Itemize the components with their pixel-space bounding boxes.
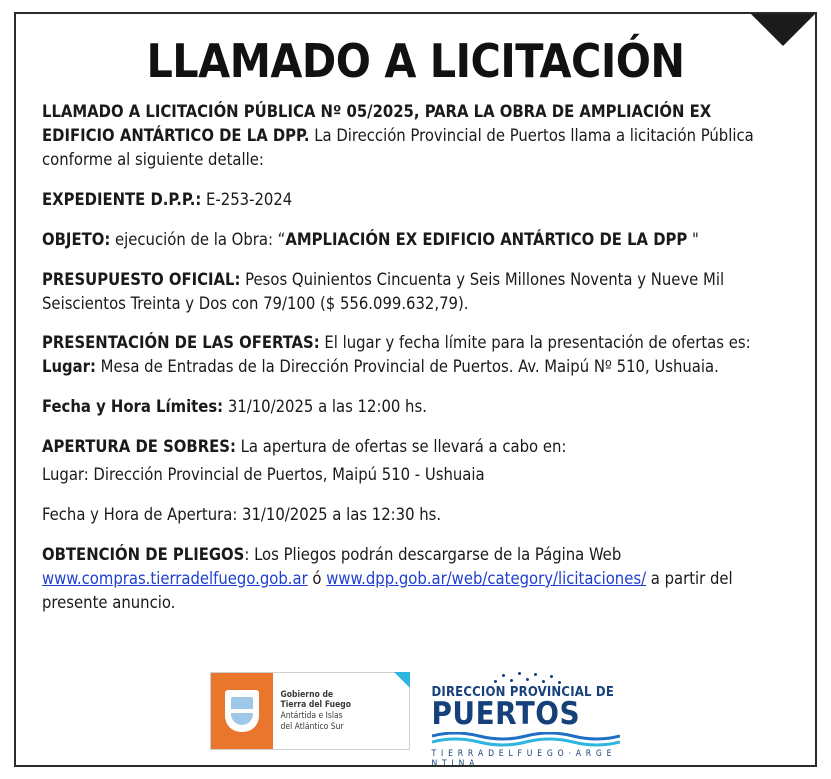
pliegos-link-compras[interactable]: www.compras.tierradelfuego.gob.ar [42,568,308,588]
gob-logo-line4: del Atlántico Sur [280,721,344,732]
field-objeto [42,228,789,252]
footer-logos [16,663,815,767]
gob-logo-line1: Gobierno de [280,689,334,700]
dpp-waves-icon [432,732,622,748]
field-presupuesto-label: PRESUPUESTO OFICIAL: [42,269,241,289]
pliegos-link-dpp[interactable]: www.dpp.gob.ar/web/category/licitaciones/ [326,568,647,588]
document-body [42,100,789,615]
field-expediente [42,188,789,212]
coat-of-arms-icon [211,673,273,749]
pliegos-paragraph [42,543,789,615]
field-objeto-label: OBJETO: [42,229,111,249]
field-presupuesto [42,268,789,316]
field-expediente-label: EXPEDIENTE D.P.P.: [42,189,202,209]
gob-logo-line2: Tierra del Fuego [280,700,351,711]
dpp-logo-line2: PUERTOS [431,696,581,732]
gobierno-tdf-logo [210,672,410,750]
field-expediente-value: E-253-2024 [201,189,293,209]
intro-rest: La Dirección Provincial de Puertos llama a licitación Pública conforme al siguiente detalle: [42,125,754,169]
dpp-logo [431,668,622,767]
apertura-value: La apertura de ofertas se llevará a cabo en: [235,437,567,457]
pliegos-text-before: : Los Pliegos podrán descargarse de la Página Web [244,544,622,564]
field-fecha-limite-value: 31/10/2025 a las 12:00 hs. [223,397,427,417]
field-fecha-limite-label: Fecha y Hora Límites: [42,397,224,417]
intro-bold: LLAMADO A LICITACIÓN PÚBLICA Nº 05/2025, PARA LA OBRA DE AMPLIACIÓN EX EDIFICIO ANTÁRTICO DE LA DPP. [42,102,712,145]
cyan-corner-icon [394,672,410,688]
field-presupuesto-value: Pesos Quinientos Cincuenta y Seis Millones Noventa y Nueve Mil Seiscientos Treinta y Dos con 79/100 ($ 556.099.632,79). [42,269,725,313]
dpp-logo-line3: T I E R R A D E L F U E G O · A R G E N T I N A [431,749,613,767]
folded-corner-icon [751,14,815,78]
pliegos-label: OBTENCIÓN DE PLIEGOS [42,544,245,564]
apertura-label: APERTURA DE SOBRES: [42,437,236,457]
pliegos-text-after: a partir del presente anuncio. [42,568,733,612]
apertura-line1 [42,435,789,459]
field-objeto-value-bold: AMPLIACIÓN EX EDIFICIO ANTÁRTICO DE LA DPP [285,229,688,249]
field-presentacion [42,331,789,379]
gobierno-tdf-logo-text [273,673,409,749]
dpp-dots-icon [488,670,578,688]
dpp-logo-line1: DIRECCION PROVINCIAL DE [431,685,615,700]
gob-logo-line3: Antártida e Islas [280,711,343,721]
field-fecha-limite [42,395,789,419]
field-objeto-value: ejecución de la Obra: “ [110,229,286,249]
field-objeto-value-tail: " [687,229,699,249]
apertura-line3: Fecha y Hora de Apertura: 31/10/2025 a las 12:30 hs. [42,505,442,525]
document-sheet [14,12,817,767]
apertura-line2: Lugar: Dirección Provincial de Puertos, Maipú 510 - Ushuaia [42,465,485,485]
pliegos-text-mid: ó [307,568,327,588]
field-presentacion-label: PRESENTACIÓN DE LAS OFERTAS: [42,333,320,353]
page-title: LLAMADO A LICITACIÓN [146,34,685,88]
field-presentacion-lugar-value: Mesa de Entradas de la Dirección Provincial de Puertos. Av. Maipú Nº 510, Ushuaia. [95,357,719,377]
intro-paragraph [42,100,789,172]
field-presentacion-value: El lugar y fecha límite para la presentación de ofertas es: [319,333,751,353]
field-presentacion-lugar-label: Lugar: [42,357,96,377]
